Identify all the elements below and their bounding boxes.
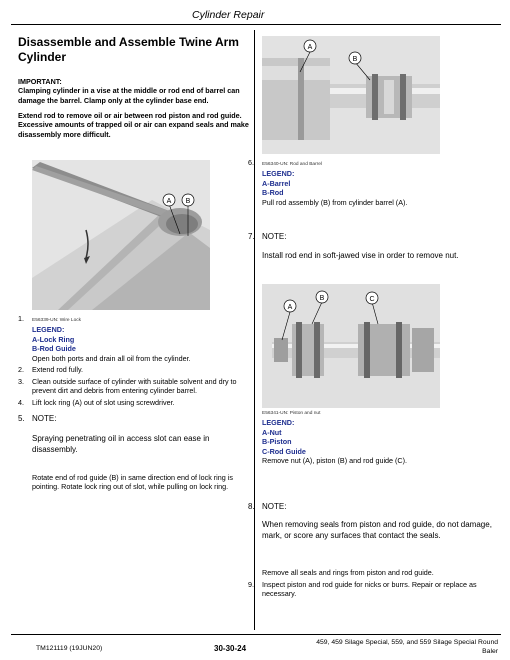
- step-5: [18, 414, 250, 423]
- step-number: 8.: [248, 502, 255, 511]
- step-text: Inspect piston and rod guide for nicks or burrs. Repair or replace as necessary.: [262, 580, 477, 599]
- step-number: 2.: [18, 365, 24, 374]
- callout-b: B: [319, 295, 325, 302]
- legend-title: LEGEND:: [262, 169, 295, 179]
- step-text: Extend rod fully.: [32, 365, 84, 374]
- step-text: Pull rod assembly (B) from cylinder barrel (A).: [262, 197, 408, 207]
- section-title: Cylinder Repair: [192, 9, 265, 21]
- figure-id: E56340-UN: Rod and Barrel: [262, 162, 322, 167]
- step-8-note: When removing seals from piston and rod guide, do not damage, mark, or score any surfaces that contact the seals.: [262, 520, 492, 540]
- legend-item: B-Piston: [262, 437, 292, 447]
- figure-piston-and-nut: [262, 284, 440, 408]
- step-5-text: Rotate end of rod guide (B) in same direction end of lock ring is pointing. Rotate lock ring out of slot, while pulling on lock ring.: [32, 473, 233, 492]
- legend-title: LEGEND:: [262, 418, 295, 428]
- callout-c: C: [369, 296, 375, 303]
- step-4: [18, 398, 250, 407]
- column-divider: [254, 30, 255, 630]
- footer-rule: [11, 634, 501, 635]
- legend-title: LEGEND:: [32, 325, 65, 335]
- figure-id: E56339-UN: Wire Lock: [32, 318, 82, 323]
- note-label: NOTE:: [262, 232, 287, 241]
- important-block: [18, 77, 250, 105]
- step-number: 4.: [18, 398, 24, 407]
- legend-item: B-Rod: [262, 188, 284, 198]
- step-number: 7.: [248, 232, 255, 241]
- figure-3-caption: [262, 409, 498, 465]
- legend-item: A-Lock Ring: [32, 334, 75, 344]
- piston-and-nut-photo: [262, 284, 440, 408]
- legend-item: A-Barrel: [262, 178, 291, 188]
- legend-item: A-Nut: [262, 427, 282, 437]
- step-5-note: Spraying penetrating oil in access slot can ease in disassembly.: [32, 434, 210, 454]
- figure-id: E56341-UN: Piston and nut: [262, 411, 321, 416]
- page-title: Disassemble and Assemble Twine Arm Cylinder: [18, 35, 239, 64]
- step-text: Clean outside surface of cylinder with suitable solvent and dry to prevent dirt and debris from entering cylinder barrel.: [32, 377, 237, 396]
- step-9: [248, 580, 498, 599]
- step-7-text: Install rod end in soft-jawed vise in order to remove nut.: [262, 251, 459, 260]
- figure-text: Remove nut (A), piston (B) and rod guide (C).: [262, 456, 408, 466]
- note-label: NOTE:: [32, 414, 57, 423]
- step-number: 1.: [18, 314, 24, 323]
- legend-item: B-Rod Guide: [32, 344, 76, 354]
- footer-page-number: 30-30-24: [214, 644, 247, 653]
- extend-text: Extend rod to remove oil or air between rod piston and rod guide. Excessive amounts of trapped oil or air can expand seals and make disassembly more difficult.: [18, 111, 249, 139]
- callout-b: B: [185, 198, 191, 205]
- step-7: [248, 232, 498, 241]
- step-number: 5.: [18, 414, 25, 423]
- step-1: [18, 314, 250, 363]
- header-rule: [11, 24, 501, 25]
- step-2: [18, 365, 250, 374]
- wire-lock-photo: [32, 160, 210, 310]
- callout-a: A: [166, 198, 172, 205]
- step-number: 3.: [18, 377, 24, 386]
- footer-title-line-1: 459, 459 Silage Special, 559, and 559 Silage Special Round: [316, 639, 498, 646]
- note-label: NOTE:: [262, 502, 287, 511]
- callout-b: B: [352, 56, 358, 63]
- footer-doc-id: TM121119 (19JUN20): [36, 645, 103, 652]
- important-text: Clamping cylinder in a vise at the middle or rod end of barrel can damage the barrel. Clamp only at the cylinder base end.: [18, 86, 240, 105]
- step-text: Lift lock ring (A) out of slot using screwdriver.: [32, 398, 175, 407]
- step-number: 6.: [248, 158, 254, 167]
- rod-and-barrel-photo: [262, 36, 440, 154]
- callout-a: A: [307, 44, 313, 51]
- step-6: [248, 158, 498, 207]
- step-8: [248, 502, 498, 511]
- legend-item: C-Rod Guide: [262, 446, 306, 456]
- figure-rod-and-barrel: [262, 36, 440, 154]
- footer-title-line-2: Baler: [482, 648, 498, 655]
- step-text: Open both ports and drain all oil from the cylinder.: [32, 353, 191, 363]
- step-8-text: Remove all seals and rings from piston and rod guide.: [262, 568, 434, 577]
- callout-a: A: [287, 304, 293, 311]
- footer-title: [282, 638, 498, 656]
- step-number: 9.: [248, 580, 254, 589]
- step-3: [18, 377, 250, 396]
- important-label: IMPORTANT:: [18, 77, 62, 86]
- figure-wire-lock: [32, 160, 210, 310]
